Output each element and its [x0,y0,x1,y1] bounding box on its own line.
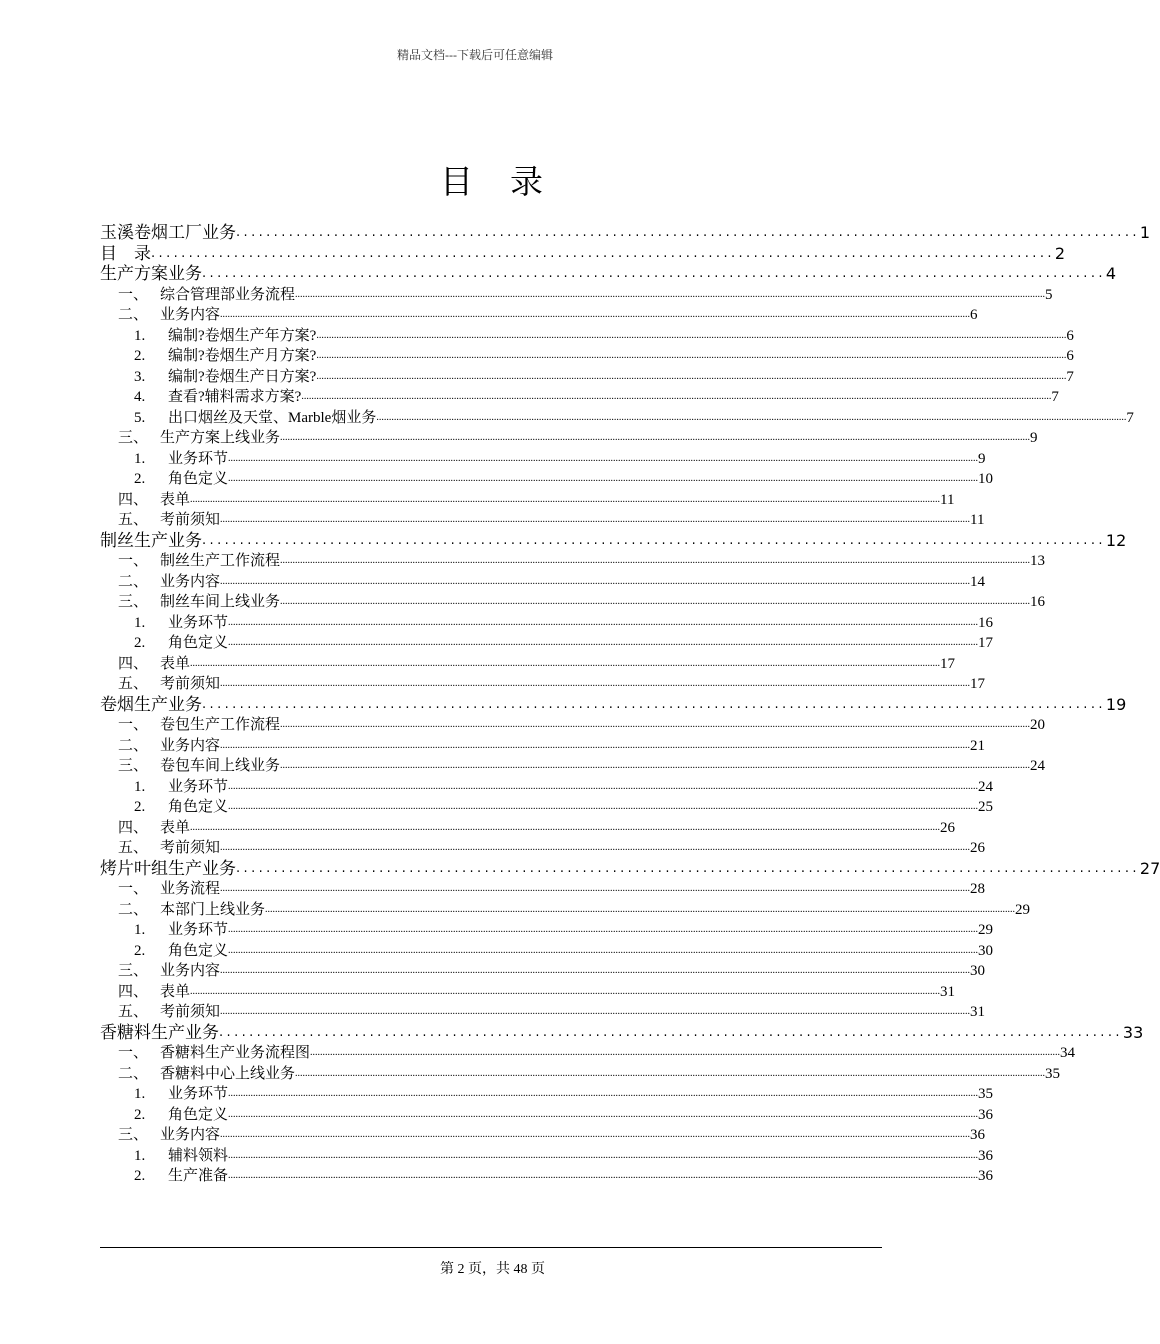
toc-dot-leader: ............................................................................................................................................................................................................................................................................................................ [220,842,971,853]
page-title: 目 录 [440,162,545,201]
toc-entry-label: 烤片叶组生产业务 [100,858,236,879]
toc-entry-page-number: 12 [1105,530,1127,550]
toc-entry-label: 角色定义 [168,471,229,487]
toc-entry-page-number: 35 [978,1086,994,1102]
toc-dot-leader: ............................................................................................................................................................................................................................................................................................................ [295,1067,1046,1079]
toc-entry-label: 角色定义 [168,635,229,651]
toc-entry[interactable] [100,285,1053,306]
toc-entry-label: 角色定义 [168,942,229,959]
toc-entry-number: 2. [134,942,146,959]
toc-entry-number: 四、 [118,983,149,1000]
toc-entry[interactable] [100,449,986,470]
toc-entry[interactable] [100,633,994,654]
toc-entry-page-number: 4 [1105,264,1117,283]
toc-entry-page-number: 24 [1030,758,1046,774]
toc-dot-leader: ............................................................................................................................................................................................................................................................................................................ [295,288,1046,300]
toc-entry-number: 1. [134,450,146,467]
toc-entry-page-number: 16 [978,614,994,631]
toc-dot-leader: ........................................................................................................................ [202,532,1106,548]
toc-entry-number: 一、 [118,881,149,897]
toc-entry[interactable] [100,838,986,859]
toc-entry-number: 三、 [118,430,149,446]
toc-entry-label: 编制?卷烟生产日方案? [168,368,317,385]
toc-entry-page-number: 6 [1066,327,1074,344]
toc-entry-label: 考前须知 [160,840,221,856]
toc-entry-label: 表单 [160,983,191,1000]
toc-entry-label: 业务内容 [160,1127,221,1143]
table-of-contents [100,223,1160,1187]
toc-entry-page-number: 7 [1126,409,1134,426]
toc-entry-page-number: 35 [1045,1065,1061,1082]
toc-dot-leader: ............................................................................................................................................................................................................................................................................................................ [316,350,1067,361]
toc-dot-leader: ............................................................................................................................................................................................................................................................................................................ [220,1129,971,1140]
page-footer: 第 2 页，共 48 页 [440,1262,545,1277]
toc-entry-label: 制丝车间上线业务 [160,594,281,610]
toc-entry-page-number: 6 [1066,348,1074,364]
toc-entry-number: 五、 [118,676,149,692]
toc-entry-page-number: 29 [1015,901,1031,918]
toc-entry-page-number: 30 [978,942,994,959]
toc-entry-label: 业务流程 [160,881,221,897]
toc-entry-number: 二、 [118,1065,149,1082]
toc-entry-page-number: 25 [978,799,994,815]
toc-dot-leader: ............................................................................................................................................................................................................................................................................................................ [220,965,971,976]
toc-entry-page-number: 16 [1030,594,1046,610]
toc-entry-number: 3. [134,368,146,385]
toc-entry-label: 编制?卷烟生产年方案? [168,327,317,344]
toc-entry-label: 编制?卷烟生产月方案? [168,348,317,364]
toc-entry[interactable] [100,1166,994,1187]
toc-entry-label: 查看?辅料需求方案? [168,389,302,405]
toc-entry-page-number: 9 [1030,430,1038,446]
toc-entry-page-number: 36 [978,1106,994,1123]
toc-entry-label: 生产准备 [168,1168,229,1184]
toc-entry-number: 二、 [118,307,149,323]
toc-entry-number: 1. [134,778,146,795]
toc-entry-label: 业务环节 [168,450,229,467]
footer-divider [100,1247,882,1248]
toc-dot-leader: ............................................................................................................................................................................................................................................................................................................ [280,432,1031,443]
toc-dot-leader: ............................................................................................................................................................................................................................................................................................................ [316,370,1067,382]
toc-dot-leader: ............................................................................................................................................................................................................................................................................................................ [280,555,1031,566]
toc-entry[interactable] [100,1022,1144,1044]
toc-entry-number: 2. [134,471,146,487]
toc-entry[interactable] [100,428,1038,449]
toc-entry[interactable] [100,818,956,839]
toc-entry-page-number: 31 [940,983,956,1000]
toc-entry-page-number: 30 [970,963,986,979]
toc-entry[interactable] [100,592,1046,613]
toc-entry-label: 卷烟生产业务 [100,694,202,715]
toc-entry-page-number: 21 [970,737,986,754]
toc-entry[interactable] [100,674,986,695]
toc-entry-label: 业务环节 [168,922,229,938]
toc-entry-label: 香糖料生产业务 [100,1022,219,1043]
toc-dot-leader: ............................................................................................................................................................................................................................................................................................................ [228,944,979,956]
toc-dot-leader: ............................................................................................................................................................................................................................................................................................................ [228,1170,979,1181]
toc-entry-label: 考前须知 [160,676,221,692]
toc-dot-leader: ............................................................................................................................................................................................................................................................................................................ [316,329,1067,341]
toc-entry-label: 制丝生产业务 [100,530,202,551]
toc-entry[interactable] [100,879,986,900]
toc-entry-number: 一、 [118,553,149,569]
toc-entry-number: 1. [134,922,146,938]
toc-entry-number: 一、 [118,1045,149,1061]
toc-entry[interactable] [100,1146,994,1167]
toc-entry-page-number: 29 [978,922,994,938]
toc-dot-leader: ............................................................................................................................................................................................................................................................................................................ [301,391,1052,402]
toc-entry[interactable] [100,982,956,1003]
toc-entry-page-number: 24 [978,778,994,795]
toc-dot-leader: ............................................................................................................................................................................................................................................................................................................ [228,616,979,628]
toc-dot-leader: ............................................................................................................................................................................................................................................................................................................ [280,596,1031,607]
toc-dot-leader: ............................................................................................................................................................................................................................................................................................................ [220,514,971,525]
toc-entry-number: 三、 [118,758,149,774]
toc-dot-leader: ............................................................................................................................................................................................................................................................................................................ [228,801,979,812]
toc-entry[interactable] [100,346,1074,367]
toc-entry-number: 二、 [118,737,149,754]
toc-entry[interactable] [100,387,1059,408]
toc-dot-leader: ............................................................................................................................................................................................................................................................................................................ [228,473,979,484]
toc-entry-number: 2. [134,348,146,364]
toc-dot-leader: ............................................................................................................................................................................................................................................................................................................ [190,821,941,833]
toc-dot-leader: ........................................................................................................................ [236,860,1140,876]
toc-entry-label: 业务内容 [160,573,221,590]
toc-entry-page-number: 14 [970,573,986,590]
toc-entry-number: 五、 [118,512,149,528]
toc-entry-label: 业务内容 [160,307,221,323]
toc-dot-leader: ............................................................................................................................................................................................................................................................................................................ [220,309,971,320]
toc-entry-number: 一、 [118,286,149,303]
toc-entry[interactable] [100,1084,994,1105]
toc-entry-number: 三、 [118,963,149,979]
toc-entry[interactable] [100,694,1127,716]
toc-entry-page-number: 34 [1060,1045,1076,1061]
toc-entry[interactable] [100,510,985,531]
toc-entry-label: 业务环节 [168,778,229,795]
toc-entry[interactable] [100,367,1074,388]
toc-entry-number: 二、 [118,901,149,918]
toc-dot-leader: ............................................................................................................................................................................................................................................................................................................ [190,493,941,505]
toc-entry-number: 5. [134,409,146,426]
toc-entry-page-number: 2 [1054,243,1066,263]
toc-entry-label: 出口烟丝及天堂、Marble烟业务 [168,409,377,426]
toc-entry-number: 三、 [118,594,149,610]
toc-entry-number: 1. [134,614,146,631]
toc-entry-page-number: 20 [1030,717,1046,733]
toc-dot-leader: ............................................................................................................................................................................................................................................................................................................ [190,657,941,669]
toc-entry-page-number: 5 [1045,286,1053,303]
toc-dot-leader: ........................................................................................................................ [236,225,1140,240]
toc-entry-page-number: 33 [1122,1022,1144,1042]
toc-entry[interactable] [100,858,1160,880]
toc-entry-number: 二、 [118,573,149,590]
toc-entry[interactable] [100,408,1134,429]
toc-entry-label: 本部门上线业务 [160,901,266,918]
toc-entry-number: 1. [134,327,146,344]
toc-entry[interactable] [100,654,956,675]
toc-entry[interactable] [100,920,994,941]
toc-entry[interactable] [100,1125,986,1146]
toc-dot-leader: ............................................................................................................................................................................................................................................................................................................ [228,1149,979,1161]
toc-entry-number: 四、 [118,491,149,508]
toc-entry[interactable] [100,1064,1061,1085]
toc-entry[interactable] [100,1002,986,1023]
toc-entry-page-number: 27 [1139,858,1160,878]
toc-entry-page-number: 1 [1139,223,1151,242]
toc-dot-leader: ............................................................................................................................................................................................................................................................................................................ [220,739,971,751]
toc-entry-number: 五、 [118,840,149,856]
toc-entry-number: 四、 [118,819,149,836]
toc-entry[interactable] [100,1043,1076,1064]
toc-entry-number: 1. [134,1147,146,1164]
toc-entry-page-number: 26 [970,840,986,856]
toc-entry-number: 四、 [118,655,149,672]
toc-dot-leader: ............................................................................................................................................................................................................................................................................................................ [220,883,971,894]
toc-dot-leader: ........................................................................................................................ [151,245,1055,261]
toc-entry-label: 考前须知 [160,512,221,528]
toc-entry[interactable] [100,900,1031,921]
toc-entry-page-number: 19 [1105,694,1127,714]
toc-entry-number: 三、 [118,1127,149,1143]
toc-entry-number: 五、 [118,1004,149,1020]
toc-entry-page-number: 36 [970,1127,986,1143]
toc-entry-page-number: 7 [1051,389,1059,405]
toc-entry-label: 角色定义 [168,1106,229,1123]
toc-dot-leader: ........................................................................................................................ [202,266,1106,281]
toc-entry[interactable] [100,756,1046,777]
toc-entry[interactable] [100,223,1151,244]
toc-entry-label: 表单 [160,491,191,508]
toc-entry-page-number: 7 [1066,368,1074,385]
toc-entry[interactable] [100,1105,994,1126]
toc-entry-page-number: 17 [970,676,986,692]
toc-entry-label: 香糖料生产业务流程图 [160,1045,311,1061]
toc-entry-label: 辅料领料 [168,1147,229,1164]
toc-entry-number: 2. [134,1106,146,1123]
toc-entry[interactable] [100,326,1074,347]
toc-entry-number: 2. [134,799,146,815]
toc-entry[interactable] [100,243,1066,265]
toc-entry-label: 生产方案上线业务 [160,430,281,446]
toc-entry-label: 综合管理部业务流程 [160,286,296,303]
toc-entry[interactable] [100,305,978,326]
toc-entry-page-number: 28 [970,881,986,897]
toc-entry-label: 玉溪卷烟工厂业务 [100,223,236,243]
toc-entry-label: 目 录 [100,243,151,264]
toc-entry-label: 香糖料中心上线业务 [160,1065,296,1082]
toc-entry-page-number: 31 [970,1004,986,1020]
toc-entry-number: 一、 [118,717,149,733]
toc-entry[interactable] [100,530,1127,552]
toc-entry-label: 角色定义 [168,799,229,815]
toc-entry-page-number: 10 [978,471,994,487]
toc-entry[interactable] [100,551,1046,572]
toc-entry-label: 卷包生产工作流程 [160,717,281,733]
toc-dot-leader: ............................................................................................................................................................................................................................................................................................................ [220,1006,971,1017]
toc-entry-page-number: 26 [940,819,956,836]
toc-dot-leader: ............................................................................................................................................................................................................................................................................................................ [376,411,1127,423]
toc-entry-number: 1. [134,1086,146,1102]
toc-entry-page-number: 6 [970,307,978,323]
toc-dot-leader: ........................................................................................................................ [202,696,1106,712]
toc-dot-leader: ............................................................................................................................................................................................................................................................................................................ [265,903,1016,915]
toc-entry[interactable] [100,264,1117,285]
toc-entry[interactable] [100,490,955,511]
toc-dot-leader: ............................................................................................................................................................................................................................................................................................................ [280,760,1031,771]
toc-entry-number: 2. [134,635,146,651]
toc-entry-page-number: 36 [978,1147,994,1164]
toc-entry-label: 表单 [160,655,191,672]
toc-dot-leader: ............................................................................................................................................................................................................................................................................................................ [228,1088,979,1099]
page-header: 精品文档---下载后可任意编辑 [397,48,553,62]
toc-entry-page-number: 36 [978,1168,994,1184]
toc-entry-label: 卷包车间上线业务 [160,758,281,774]
toc-dot-leader: ........................................................................................................................ [219,1024,1123,1040]
toc-entry-label: 表单 [160,819,191,836]
toc-dot-leader: ............................................................................................................................................................................................................................................................................................................ [220,678,971,689]
toc-dot-leader: ............................................................................................................................................................................................................................................................................................................ [228,637,979,648]
toc-entry-label: 业务内容 [160,963,221,979]
toc-entry-label: 业务环节 [168,1086,229,1102]
toc-entry[interactable] [100,572,986,593]
toc-dot-leader: ............................................................................................................................................................................................................................................................................................................ [280,719,1031,730]
toc-entry[interactable] [100,715,1046,736]
toc-entry-page-number: 9 [978,450,986,467]
toc-entry-label: 业务内容 [160,737,221,754]
toc-entry-number: 2. [134,1168,146,1184]
toc-entry-page-number: 11 [940,491,955,508]
toc-entry-page-number: 11 [970,512,985,528]
toc-dot-leader: ............................................................................................................................................................................................................................................................................................................ [228,780,979,792]
toc-entry-label: 业务环节 [168,614,229,631]
toc-dot-leader: ............................................................................................................................................................................................................................................................................................................ [228,452,979,464]
toc-entry-label: 考前须知 [160,1004,221,1020]
toc-entry[interactable] [100,736,986,757]
toc-entry-page-number: 17 [978,635,994,651]
toc-dot-leader: ............................................................................................................................................................................................................................................................................................................ [228,924,979,935]
toc-entry[interactable] [100,613,994,634]
toc-entry-number: 4. [134,389,146,405]
toc-entry-label: 生产方案业务 [100,264,202,284]
toc-entry-label: 制丝生产工作流程 [160,553,281,569]
toc-entry[interactable] [100,469,994,490]
toc-entry[interactable] [100,777,994,798]
toc-entry[interactable] [100,797,994,818]
toc-entry-page-number: 17 [940,655,956,672]
toc-entry-page-number: 13 [1030,553,1046,569]
toc-dot-leader: ............................................................................................................................................................................................................................................................................................................ [228,1108,979,1120]
toc-entry[interactable] [100,941,994,962]
toc-dot-leader: ............................................................................................................................................................................................................................................................................................................ [190,985,941,997]
toc-dot-leader: ............................................................................................................................................................................................................................................................................................................ [220,575,971,587]
toc-dot-leader: ............................................................................................................................................................................................................................................................................................................ [310,1047,1061,1058]
toc-entry[interactable] [100,961,986,982]
